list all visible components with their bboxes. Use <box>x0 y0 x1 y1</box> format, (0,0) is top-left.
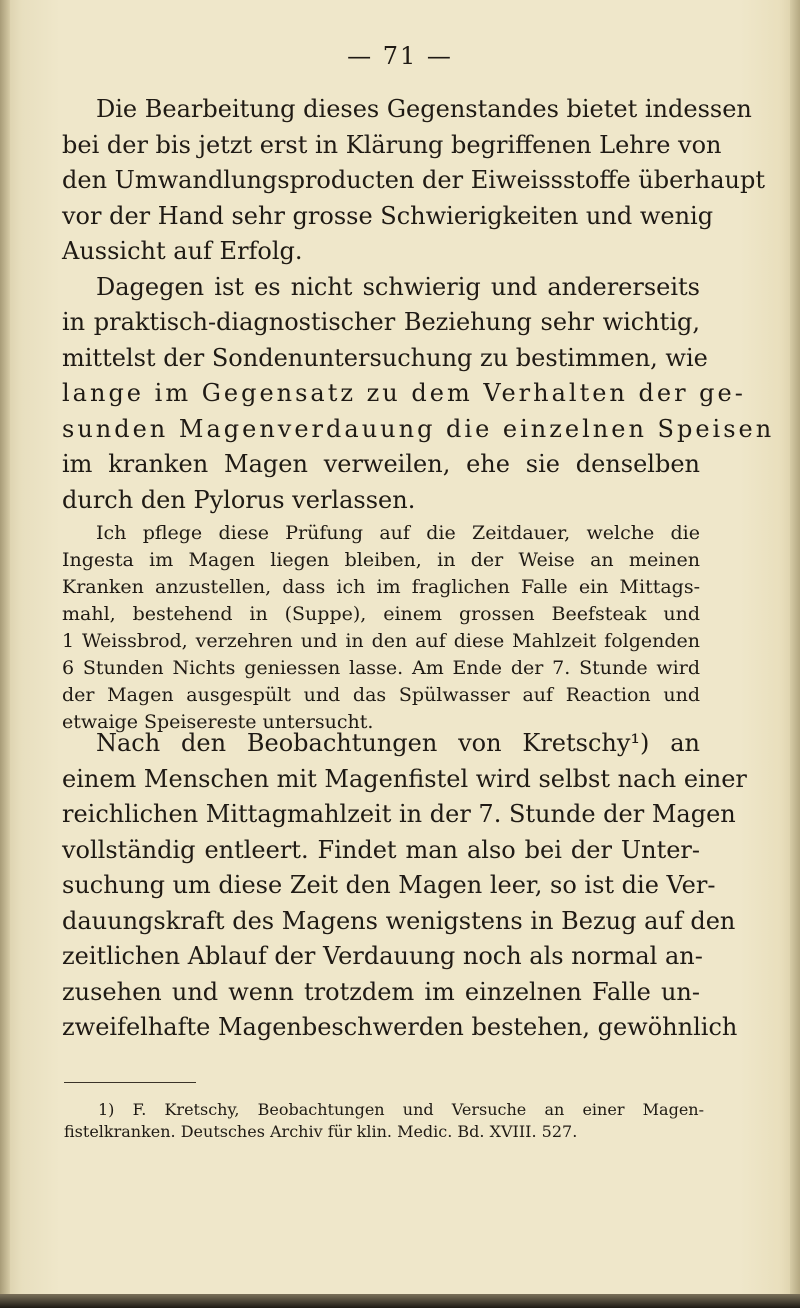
page-gutter-left <box>0 0 10 1308</box>
paragraph-1-line: den Umwandlungsproducten der Eiweissstoffe überhaupt <box>62 166 765 194</box>
page-number: — 71 — <box>347 42 453 70</box>
paragraph-2-line: im kranken Magen verweilen, ehe sie denselben <box>62 450 700 478</box>
paragraph-3-line: der Magen ausgespült und das Spülwasser auf Reaction und <box>62 684 700 706</box>
paragraph-4-line: dauungskraft des Magens wenigstens in Bezug auf den <box>62 906 736 935</box>
paragraph-3-line: Ich pflege diese Prüfung auf die Zeitdauer, welche die <box>96 522 700 544</box>
paragraph-4-line: reichlichen Mittagmahlzeit in der 7. Stunde der Magen <box>62 800 736 828</box>
paragraph-4-line: einem Menschen mit Magenfistel wird selbst nach einer <box>62 764 747 793</box>
page-gutter-right <box>790 0 800 1308</box>
paragraph-3-line: 1 Weissbrod, verzehren und in den auf diese Mahlzeit folgenden <box>62 630 700 652</box>
footnote <box>64 1099 704 1143</box>
page-bottom-edge <box>0 1294 800 1308</box>
paragraph-1-line: Aussicht auf Erfolg. <box>62 237 303 265</box>
footnote-line: fistelkranken. Deutsches Archiv für klin. Medic. Bd. XVIII. 527. <box>64 1122 578 1141</box>
paragraph-4-line: Nach den Beobachtungen von Kretschy¹) an <box>96 729 700 757</box>
paragraph-3-line: Kranken anzustellen, dass ich im fraglichen Falle ein Mittags- <box>62 576 700 598</box>
small-print-paragraph <box>62 520 700 736</box>
paragraph-1-line: bei der bis jetzt erst in Klärung begriffenen Lehre von <box>62 130 722 159</box>
paragraph-2-line: durch den Pylorus verlassen. <box>62 485 416 514</box>
paragraph-4-line: zeitlichen Ablauf der Verdauung noch als normal an- <box>62 942 703 970</box>
paragraph-3-line: mahl, bestehend in (Suppe), einem grossen Beefsteak und <box>62 603 700 625</box>
paragraph-3-line: Ingesta im Magen liegen bleiben, in der Weise an meinen <box>62 549 700 571</box>
paragraph-1-line: Die Bearbeitung dieses Gegenstandes bietet indessen <box>96 95 752 123</box>
footnote-line: 1) F. Kretschy, Beobachtungen und Versuche an einer Magen- <box>98 1100 704 1119</box>
main-text-upper <box>62 92 775 518</box>
paragraph-2-line: in praktisch-diagnostischer Beziehung sehr wichtig, <box>62 308 700 336</box>
paragraph-2-line: lange im Gegensatz zu dem Verhalten der ge- <box>62 379 746 407</box>
paragraph-2-line: sunden Magenverdauung die einzelnen Speisen <box>62 414 775 443</box>
paragraph-2-line: Dagegen ist es nicht schwierig und andererseits <box>96 272 700 301</box>
footnote-divider <box>64 1082 196 1083</box>
paragraph-1-line: vor der Hand sehr grosse Schwierigkeiten und wenig <box>62 201 714 230</box>
paragraph-3-line: 6 Stunden Nichts geniessen lasse. Am Ende der 7. Stunde wird <box>62 657 700 679</box>
paragraph-3-line: etwaige Speisereste untersucht. <box>62 711 374 733</box>
paragraph-4-line: vollständig entleert. Findet man also bei der Unter- <box>62 835 700 864</box>
main-text-lower <box>62 726 747 1046</box>
paragraph-2-line: mittelst der Sondenuntersuchung zu bestimmen, wie <box>62 343 708 372</box>
paragraph-4-line: zusehen und wenn trotzdem im einzelnen Falle un- <box>62 977 700 1006</box>
paragraph-4-line: suchung um diese Zeit den Magen leer, so ist die Ver- <box>62 871 716 899</box>
paragraph-4-line: zweifelhafte Magenbeschwerden bestehen, gewöhnlich <box>62 1013 738 1041</box>
